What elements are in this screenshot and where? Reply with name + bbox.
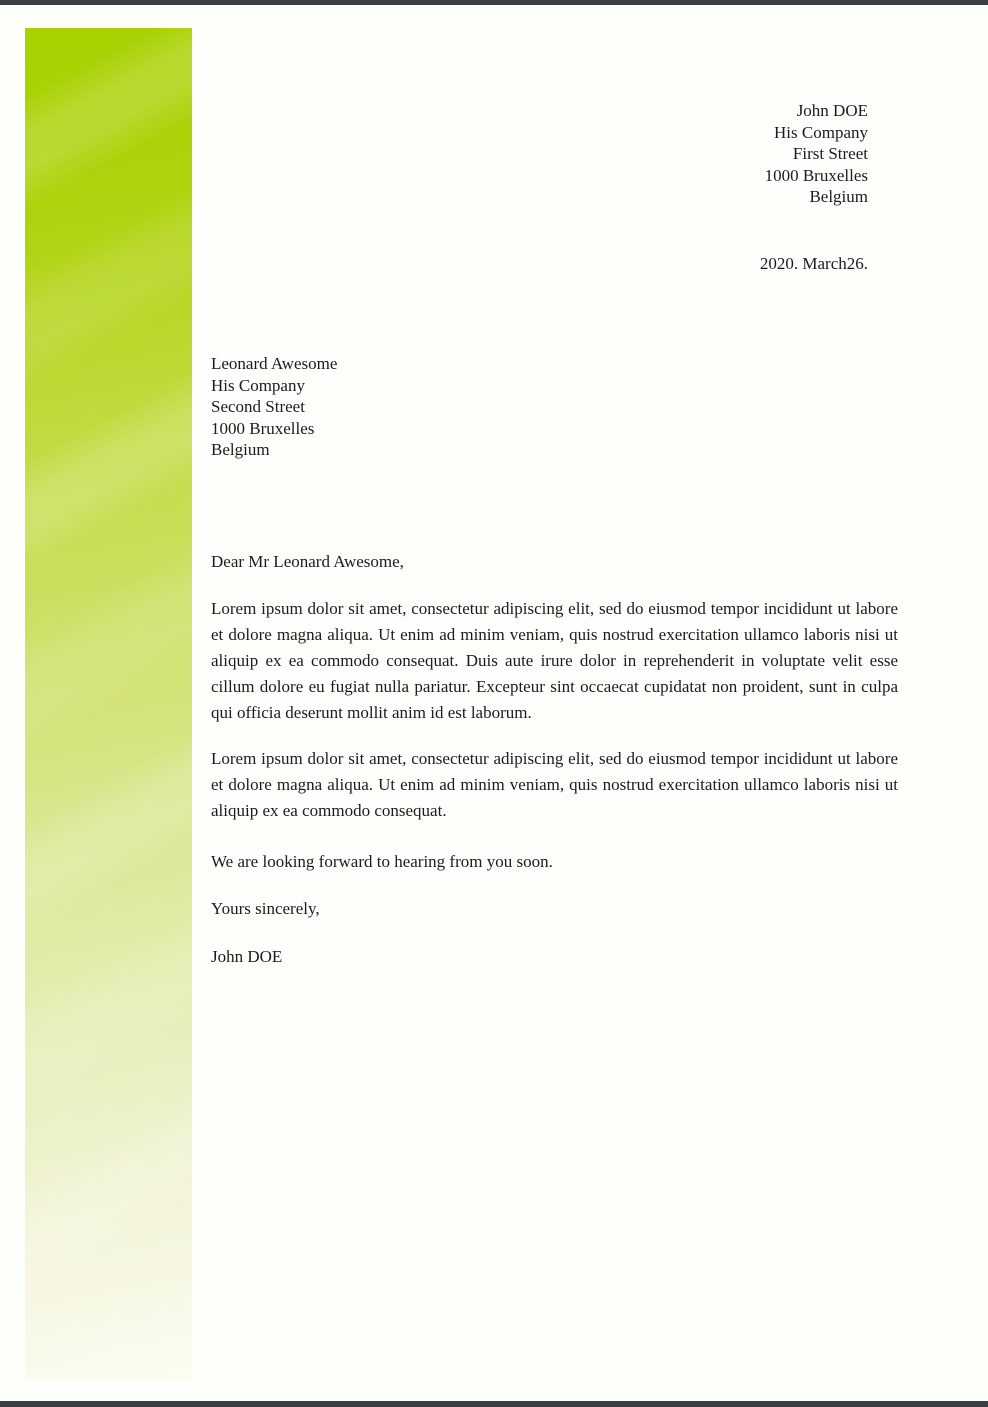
closing-line: We are looking forward to hearing from you soon. <box>211 852 553 871</box>
recipient-company: His Company <box>211 375 305 395</box>
green-gradient-sidebar <box>25 28 192 1380</box>
sender-street: First Street <box>792 144 868 163</box>
sender-company: His Company <box>774 122 868 142</box>
page-top-border <box>0 0 988 5</box>
signature-name: John DOE <box>211 947 283 966</box>
valediction: Yours sincerely, <box>211 899 320 918</box>
recipient-city: 1000 Bruxelles <box>211 418 315 438</box>
sender-address-block <box>765 100 868 208</box>
recipient-address-block <box>211 353 337 461</box>
recipient-name: Leonard Awesome <box>211 354 338 373</box>
letter-date: 2020. March26. <box>759 254 868 273</box>
page-bottom-border <box>0 1401 988 1407</box>
sender-name: John DOE <box>796 101 868 120</box>
sender-city: 1000 Bruxelles <box>764 165 868 185</box>
letter-body <box>211 549 898 970</box>
salutation: Dear Mr Leonard Awesome, <box>211 552 404 571</box>
recipient-country: Belgium <box>211 440 270 459</box>
recipient-street: Second Street <box>211 397 305 416</box>
body-paragraph-2: Lorem ipsum dolor sit amet, consectetur adipiscing elit, sed do eiusmod tempor incididunt ut labore et dolore magna aliqua. Ut enim ad minim veniam, quis nostrud exercitation ullamco laboris nisi ut aliquip ex ea commodo consequat. <box>211 749 898 820</box>
body-paragraph-1: Lorem ipsum dolor sit amet, consectetur adipiscing elit, sed do eiusmod tempor incididunt ut labore et dolore magna aliqua. Ut enim ad minim veniam, quis nostrud exercitation ullamco laboris nisi ut aliquip ex ea commodo consequat. Duis aute irure dolor in reprehenderit in voluptate velit esse cillum dolore eu fugiat nulla pariatur. Excepteur sint occaecat cupidatat non proident, sunt in culpa qui officia deserunt mollit anim id est laborum. <box>211 599 898 722</box>
sender-country: Belgium <box>809 187 868 206</box>
